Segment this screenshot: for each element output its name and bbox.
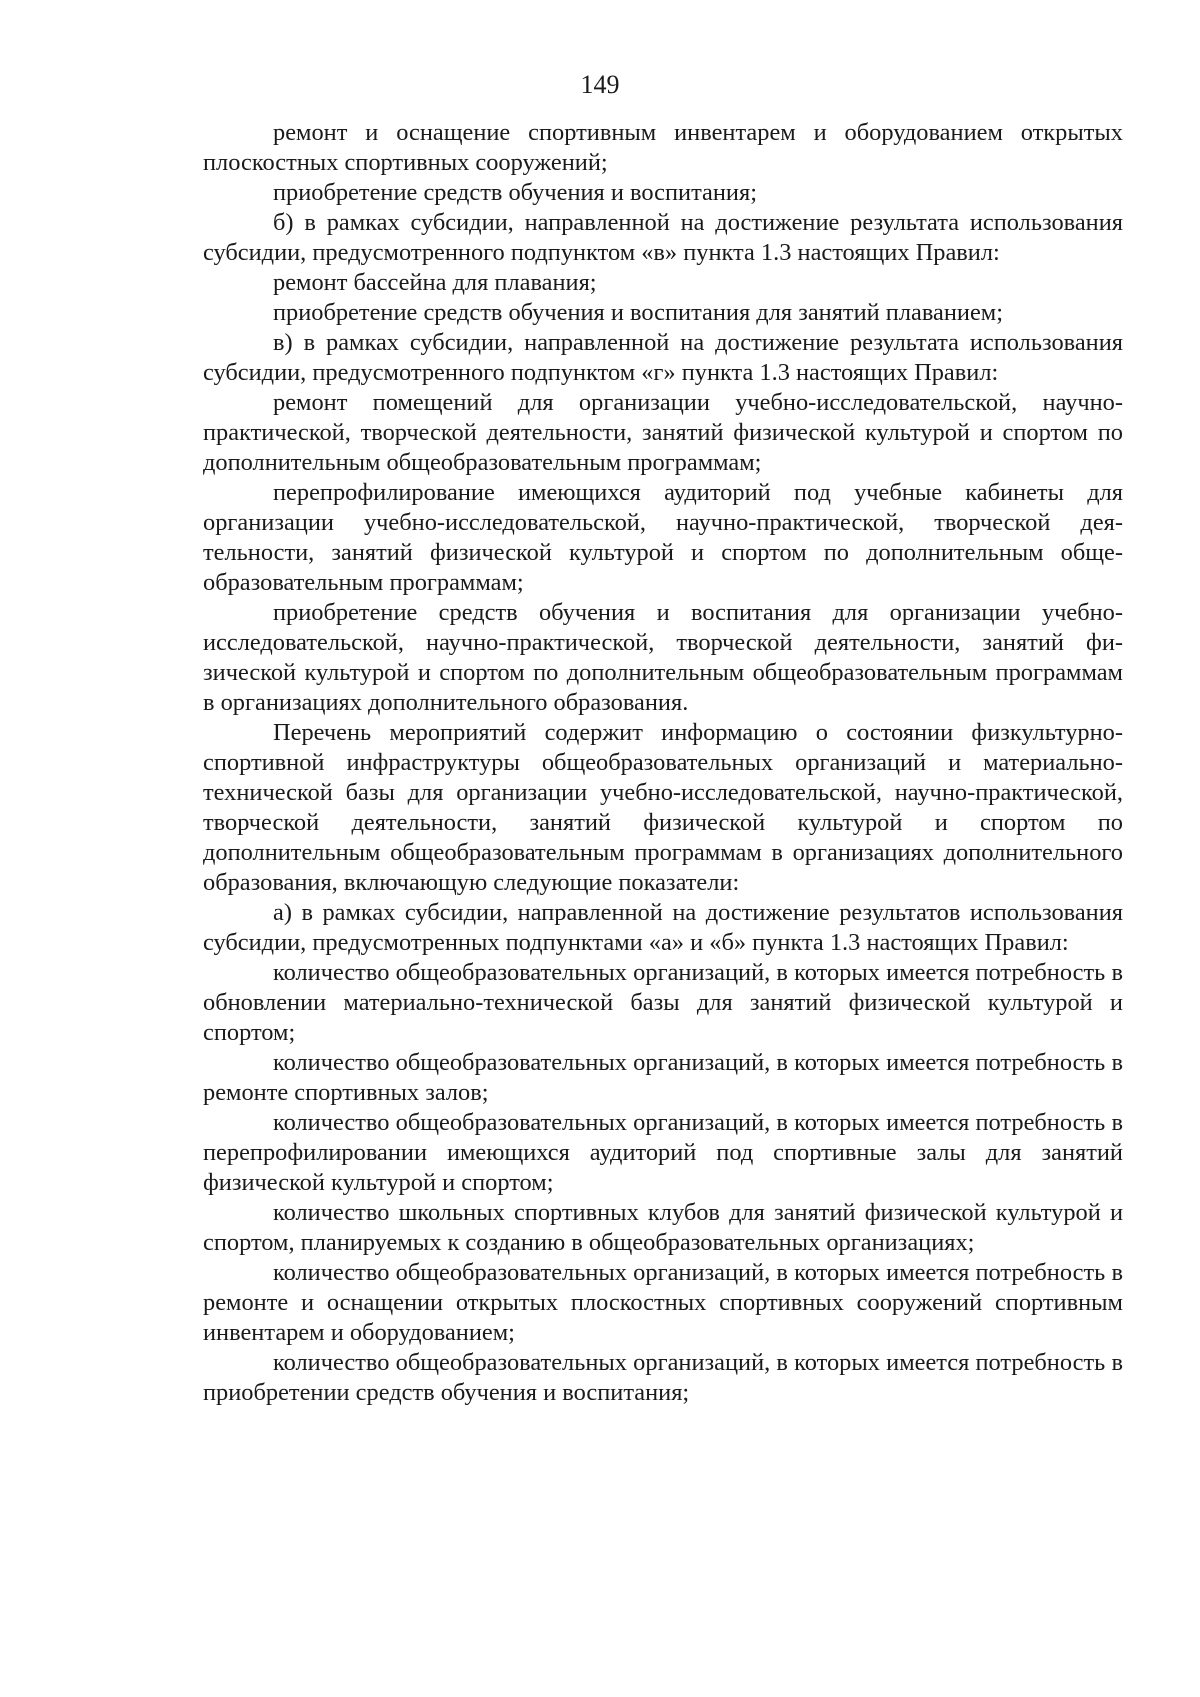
paragraph: количество общеобразовательных организаций, в которых имеется потребность в ремонте и оснащении открытых плоскостных спортивных сооружений спортивным инвентарем и оборудованием; xyxy=(203,1259,1123,1346)
paragraph: приобретение средств обучения и воспитания для занятий плаванием; xyxy=(273,299,1004,326)
paragraph: а) в рамках субсидии, направленной на достижение результатов использования субсидии, предусмотренных подпунктами «а» и «б» пункта 1.3 настоящих Правил: xyxy=(203,899,1123,956)
paragraph: ремонт и оснащение спортивным инвентарем и оборудованием открытых плоскостных спортивных сооружений; xyxy=(203,119,1123,176)
paragraph: Перечень мероприятий содержит информацию о состоянии физкультурно-спортивной инфраструктуры общеобразовательных организаций и материально-технической базы для организации учебно-исследовательской, научно-практической, творческой деятельности, занятий физической культурой и спортом по дополнительным общеобразовательным программам в организациях дополнительного образования, включающую следующие показатели: xyxy=(203,719,1123,896)
paragraph: количество общеобразовательных организаций, в которых имеется потребность в ремонте спортивных залов; xyxy=(203,1049,1123,1106)
paragraph: количество общеобразовательных организаций, в которых имеется потребность в обновлении материально-технической базы для занятий физической культурой и спортом; xyxy=(203,959,1123,1046)
page-number: 149 xyxy=(580,70,620,99)
paragraph: ремонт бассейна для плавания; xyxy=(273,269,597,296)
paragraph: приобретение средств обучения и воспитания для организации учебно-исследовательской, научно-практической, творческой деятельности, занятий физической культурой и спортом по дополнительным общеобразовательным программам в организациях дополнительного образования. xyxy=(203,599,1123,716)
paragraph: в) в рамках субсидии, направленной на достижение результата использования субсидии, предусмотренного подпунктом «г» пункта 1.3 настоящих Правил: xyxy=(203,329,1123,386)
paragraph: ремонт помещений для организации учебно-исследовательской, научно-практической, творческой деятельности, занятий физической культурой и спортом по дополнительным общеобразовательным программам; xyxy=(203,389,1123,476)
paragraph: количество общеобразовательных организаций, в которых имеется потребность в приобретении средств обучения и воспитания; xyxy=(203,1349,1123,1406)
document-body xyxy=(203,118,1123,1408)
paragraph: количество школьных спортивных клубов для занятий физической культурой и спортом, планируемых к созданию в общеобразовательных организациях; xyxy=(203,1199,1123,1256)
paragraph: приобретение средств обучения и воспитания; xyxy=(273,179,757,206)
paragraph: количество общеобразовательных организаций, в которых имеется потребность в перепрофилировании имеющихся аудиторий под спортивные залы для занятий физической культурой и спортом; xyxy=(203,1109,1123,1196)
paragraph: перепрофилирование имеющихся аудиторий под учебные кабинеты для организации учебно-исследовательской, научно-практической, творческой деятельности, занятий физической культурой и спортом по дополнительным общеобразовательным программам; xyxy=(203,479,1123,596)
paragraph: б) в рамках субсидии, направленной на достижение результата использования субсидии, предусмотренного подпунктом «в» пункта 1.3 настоящих Правил: xyxy=(203,209,1123,266)
